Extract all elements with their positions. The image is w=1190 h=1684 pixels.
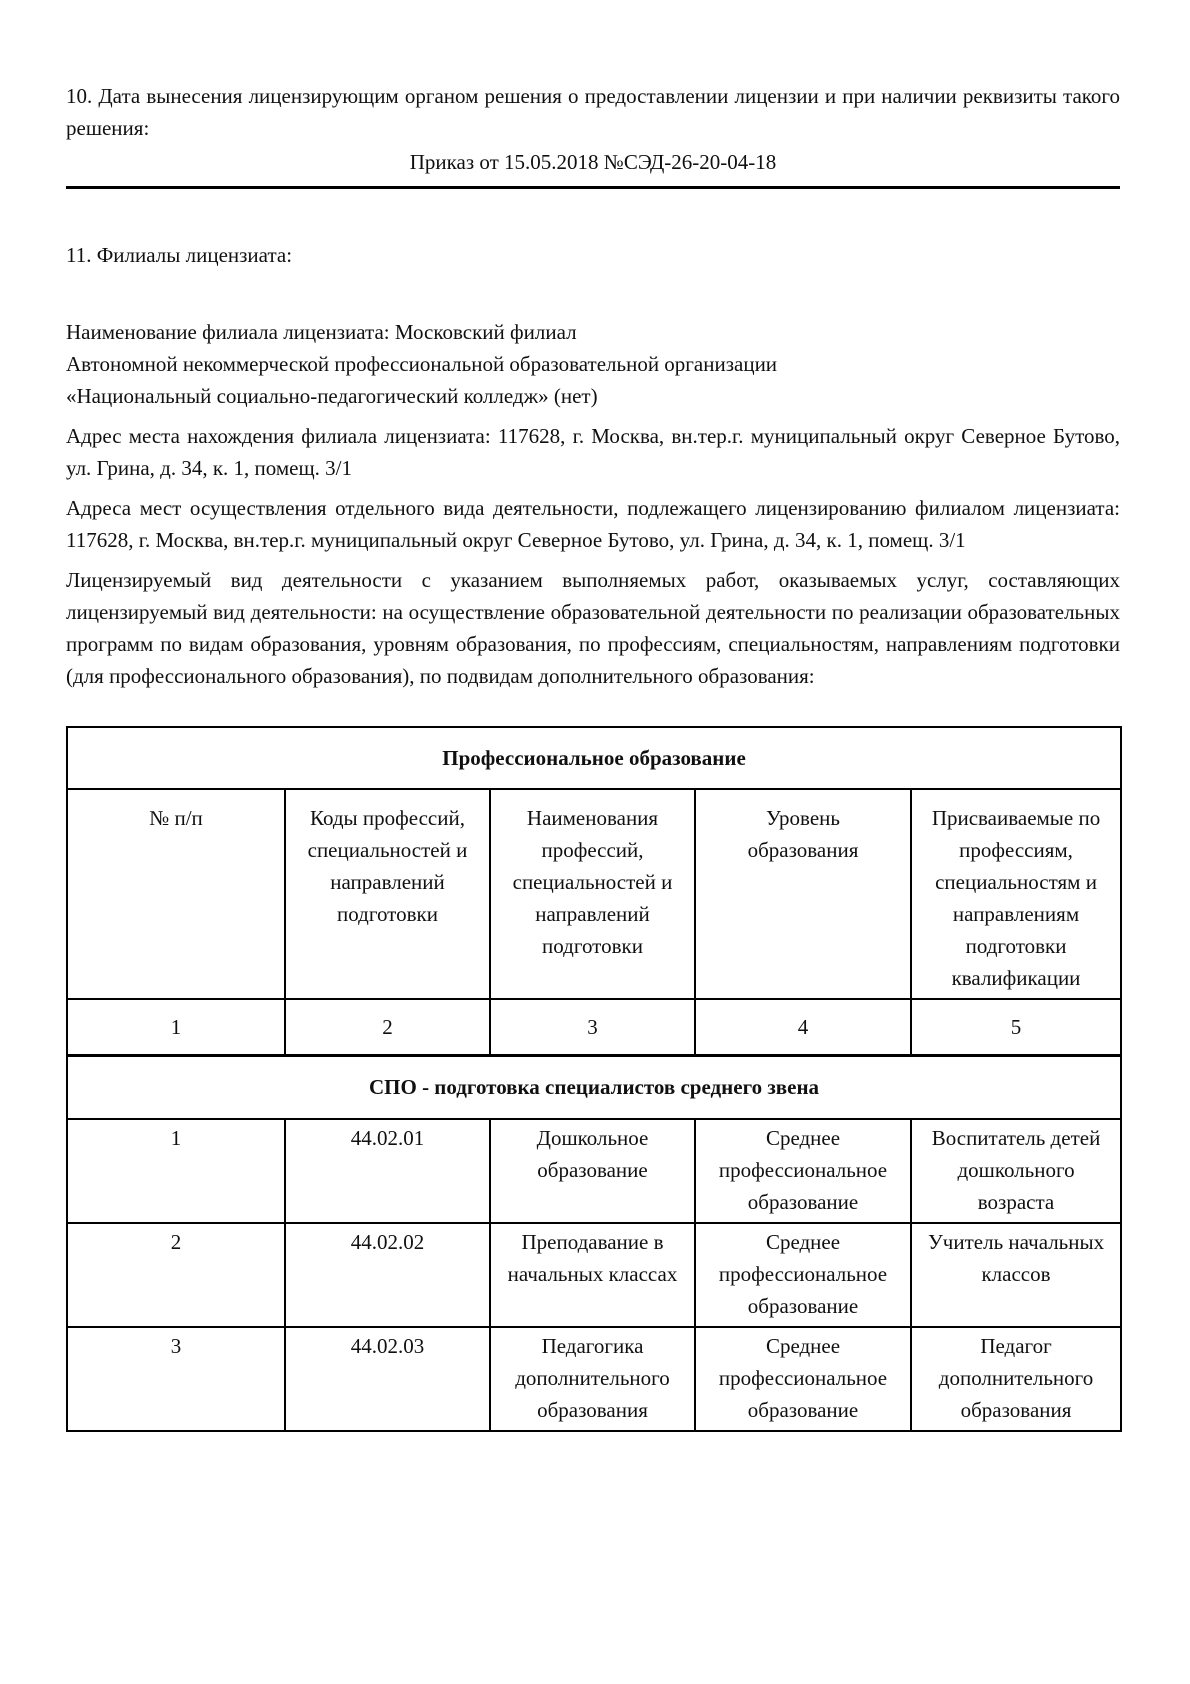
col-header-names: Наименования профессий, специальностей и направлений подготовки <box>490 789 695 999</box>
table-row <box>67 1327 1121 1431</box>
column-number: 3 <box>490 999 695 1055</box>
qualification-cell: Учитель начальных классов <box>911 1223 1121 1327</box>
level-cell: Среднее профессиональное образование <box>695 1223 911 1327</box>
activity-addresses: Адреса мест осуществления отдельного вида деятельности, подлежащего лицензированию филиалом лицензиата: 117628, г. Москва, вн.тер.г. муниципальный округ Северное Бутово, ул. Грина, д. 34, к. 1, помещ. 3/1 <box>66 496 1120 552</box>
col-header-qualifications: Присваиваемые по профессиям, специальностям и направлениям подготовки квалификации <box>911 789 1121 999</box>
spo-section-header: СПО - подготовка специалистов среднего звена <box>67 1055 1121 1119</box>
column-number: 5 <box>911 999 1121 1055</box>
form-underline <box>66 186 1120 189</box>
item11-heading: 11. Филиалы лицензиата: <box>66 243 293 267</box>
name-cell: Дошкольное образование <box>490 1119 695 1223</box>
column-number: 2 <box>285 999 490 1055</box>
spo-section-row <box>67 1055 1121 1119</box>
branch-address: Адрес места нахождения филиала лицензиата: 117628, г. Москва, вн.тер.г. муниципальный округ Северное Бутово, ул. Грина, д. 34, к. 1, помещ. 3/1 <box>66 424 1120 480</box>
branch-name-line: Наименование филиала лицензиата: Московский филиал <box>66 320 577 344</box>
licensed-activity: Лицензируемый вид деятельности с указанием выполняемых работ, оказываемых услуг, составляющих лицензируемый вид деятельности: на осуществление образовательной деятельности по реализации образовательных программ по видам образования, уровням образования, по профессиям, специальностям, направлениям подготовки (для профессионального образования), по подвидам дополнительного образования: <box>66 568 1120 688</box>
table-header-row <box>67 789 1121 999</box>
name-cell: Педагогика дополнительного образования <box>490 1327 695 1431</box>
order-reference: Приказ от 15.05.2018 №СЭД-26-20-04-18 <box>409 150 777 174</box>
branch-name-line: «Национальный социально-педагогический колледж» (нет) <box>66 384 598 408</box>
branch-name <box>66 316 1120 412</box>
qualification-cell: Педагог дополнительного образования <box>911 1327 1121 1431</box>
code-cell: 44.02.01 <box>285 1119 490 1223</box>
item10-text: 10. Дата вынесения лицензирующим органом решения о предоставлении лицензии и при наличии реквизиты такого решения: <box>66 84 1120 140</box>
column-number: 4 <box>695 999 911 1055</box>
table-title-row <box>67 727 1121 789</box>
col-header-codes: Коды профессий, специальностей и направлений подготовки <box>285 789 490 999</box>
table-title: Профессиональное образование <box>67 727 1121 789</box>
professional-education-table <box>66 726 1122 1432</box>
row-number-cell: 1 <box>67 1119 285 1223</box>
qualification-cell: Воспитатель детей дошкольного возраста <box>911 1119 1121 1223</box>
name-cell: Преподавание в начальных классах <box>490 1223 695 1327</box>
column-number: 1 <box>67 999 285 1055</box>
column-number-row <box>67 999 1121 1055</box>
col-header-number: № п/п <box>67 789 285 999</box>
level-cell: Среднее профессиональное образование <box>695 1327 911 1431</box>
code-cell: 44.02.02 <box>285 1223 490 1327</box>
row-number-cell: 3 <box>67 1327 285 1431</box>
row-number-cell: 2 <box>67 1223 285 1327</box>
level-cell: Среднее профессиональное образование <box>695 1119 911 1223</box>
col-header-level: Уровень образования <box>695 789 911 999</box>
code-cell: 44.02.03 <box>285 1327 490 1431</box>
table-row <box>67 1223 1121 1327</box>
table-row <box>67 1119 1121 1223</box>
branch-name-line: Автономной некоммерческой профессиональной образовательной организации <box>66 352 778 376</box>
